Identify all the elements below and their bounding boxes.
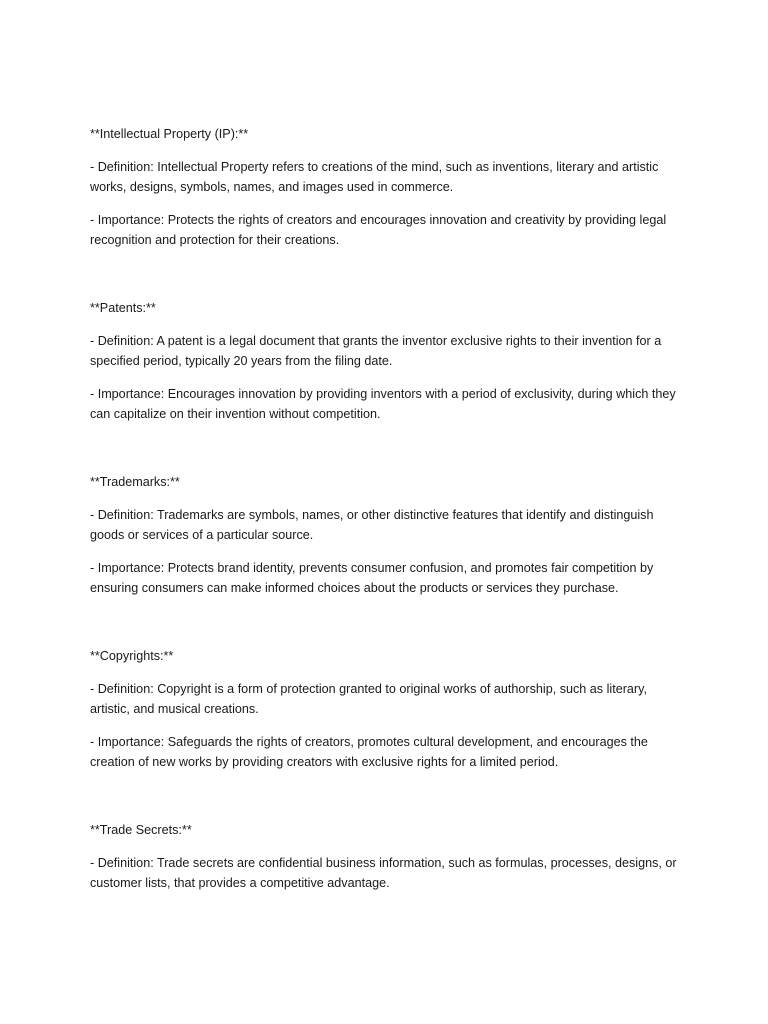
importance-paragraph: - Importance: Protects brand identity, prevents consumer confusion, and promotes fair competition by ensuring consumers can make informed choices about the products or services they purchase. — [90, 561, 654, 595]
document-body — [90, 124, 690, 941]
section-patents — [90, 298, 690, 424]
importance-paragraph: - Importance: Protects the rights of creators and encourages innovation and creativity by providing legal recognition and protection for their creations. — [90, 213, 667, 247]
section-heading: **Copyrights:** — [90, 649, 174, 663]
section-trademarks — [90, 472, 690, 598]
section-trade-secrets — [90, 820, 690, 893]
definition-paragraph: - Definition: Intellectual Property refers to creations of the mind, such as inventions, literary and artistic works, designs, symbols, names, and images used in commerce. — [90, 160, 659, 194]
definition-paragraph: - Definition: Trademarks are symbols, names, or other distinctive features that identify and distinguish goods or services of a particular source. — [90, 508, 654, 542]
definition-paragraph: - Definition: Copyright is a form of protection granted to original works of authorship, such as literary, artistic, and musical creations. — [90, 682, 647, 716]
section-copyrights — [90, 646, 690, 772]
definition-paragraph: - Definition: Trade secrets are confidential business information, such as formulas, processes, designs, or customer lists, that provides a competitive advantage. — [90, 856, 677, 890]
section-heading: **Trademarks:** — [90, 475, 180, 489]
definition-paragraph: - Definition: A patent is a legal document that grants the inventor exclusive rights to their invention for a specified period, typically 20 years from the filing date. — [90, 334, 662, 368]
section-heading: **Trade Secrets:** — [90, 823, 192, 837]
section-heading: **Intellectual Property (IP):** — [90, 127, 249, 141]
section-intellectual-property — [90, 124, 690, 250]
section-heading: **Patents:** — [90, 301, 156, 315]
importance-paragraph: - Importance: Safeguards the rights of creators, promotes cultural development, and encourages the creation of new works by providing creators with exclusive rights for a limited period. — [90, 735, 648, 769]
importance-paragraph: - Importance: Encourages innovation by providing inventors with a period of exclusivity, during which they can capitalize on their invention without competition. — [90, 387, 676, 421]
